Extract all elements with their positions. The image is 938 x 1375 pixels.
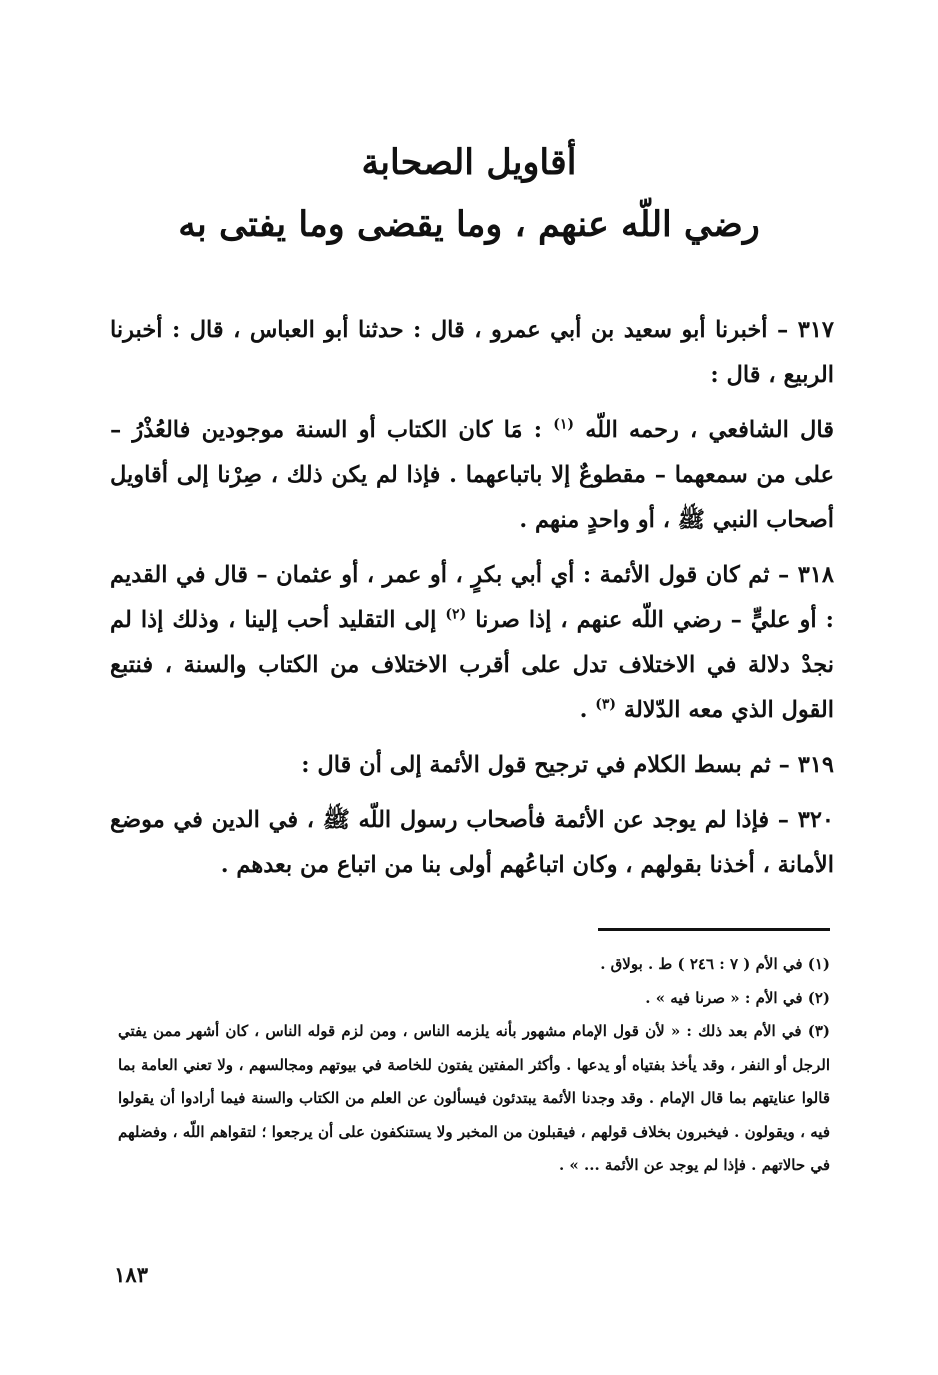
footnote-2: (٢) في الأم : « صرنا فيه » . [645,988,830,1007]
page-number: ١٨٣ [114,1262,148,1287]
paragraph-text: إلى التقليد أحب إلينا ، وذلك إذا لم نجدْ دلالة في الاختلاف تدل على أقرب الاختلاف من الكتاب والسنة ، فنتبع القول الذي معه الدّلالة [110,607,834,723]
paragraph-end: . [579,697,588,723]
body-text [110,308,834,898]
footnotes [118,948,830,1183]
paragraph-text: قال الشافعي ، رحمه اللّه [585,417,835,443]
paragraph-text: ٣١٨ – ثم كان قول الأئمة : أي أبي بكرٍ ، أو عمر ، أو عثمان – قال في القديم : أو عليٍّ – رضي اللّه عنهم ، إذا صرنا [110,562,834,633]
heading-line-2: رضي اللّه عنهم ، وما يقضى وما يفتى به [178,204,760,245]
paragraph-320 [110,798,834,888]
paragraph-text: ٣٢٠ – فإذا لم يوجد عن الأئمة فأصحاب رسول اللّه ﷺ ، في الدين في موضع الأمانة ، أخذنا بقولهم ، وكان اتباعُهم أولى بنا من اتباع من بعدهم . [110,807,834,878]
footnote-divider [598,928,830,931]
paragraph-shafii-quote [110,408,834,543]
paragraph-text: : مَا كان الكتاب أو السنة موجودين فالعُذْرُ – على من سمعهما – مقطوعٌ إلا باتباعهما . فإذا لم يكن ذلك ، صِرْنا إلى أقاويل أصحاب النبي ﷺ ، أو واحدٍ منهم . [110,417,834,533]
paragraph-text: ٣١٩ – ثم بسط الكلام في ترجيح قول الأئمة إلى أن قال : [301,752,834,778]
chapter-heading [120,132,818,256]
paragraph-318 [110,553,834,733]
footnote-1: (١) في الأم ( ٧ : ٢٤٦ ) ط . بولاق . [600,955,830,973]
footnote-ref-3[interactable]: (٣) [595,696,617,713]
paragraph-319 [110,743,834,788]
footnote-ref-1[interactable]: (١) [553,416,575,433]
paragraph-317 [110,308,834,398]
footnote-3: (٣) في الأم بعد ذلك : « لأن قول الإمام مشهور بأنه يلزمه الناس ، ومن لزم قوله الناس ، كان أشهر ممن يفتي الرجل أو النفر ، وقد يأخذ بفتياه أو يدعها . وأكثر المفتين يفتون للخاصة في بيوتهم ومجالسهم ، ولا تعني العامة بما قالوا عنايتهم بما قال الإمام . وقد وجدنا الأئمة يبتدئون فيسألون عن العلم من الكتاب والسنة فيما أرادوا أن يقولوا فيه ، ويقولون . فيخبرون بخلاف قولهم ، فيقبلون من المخبر ولا يستنكفون على أن يرجعوا ؛ لتقواهم اللّه ، وفضلهم في حالاتهم . فإذا لم يوجد عن الأئمة ... » . [118,1022,830,1174]
footnote-ref-2[interactable]: (٢) [445,606,467,623]
heading-line-1: أقاويل الصحابة [361,142,577,183]
paragraph-text: ٣١٧ – أخبرنا أبو سعيد بن أبي عمرو ، قال : حدثنا أبو العباس ، قال : أخبرنا الربيع ، قال : [110,317,834,388]
